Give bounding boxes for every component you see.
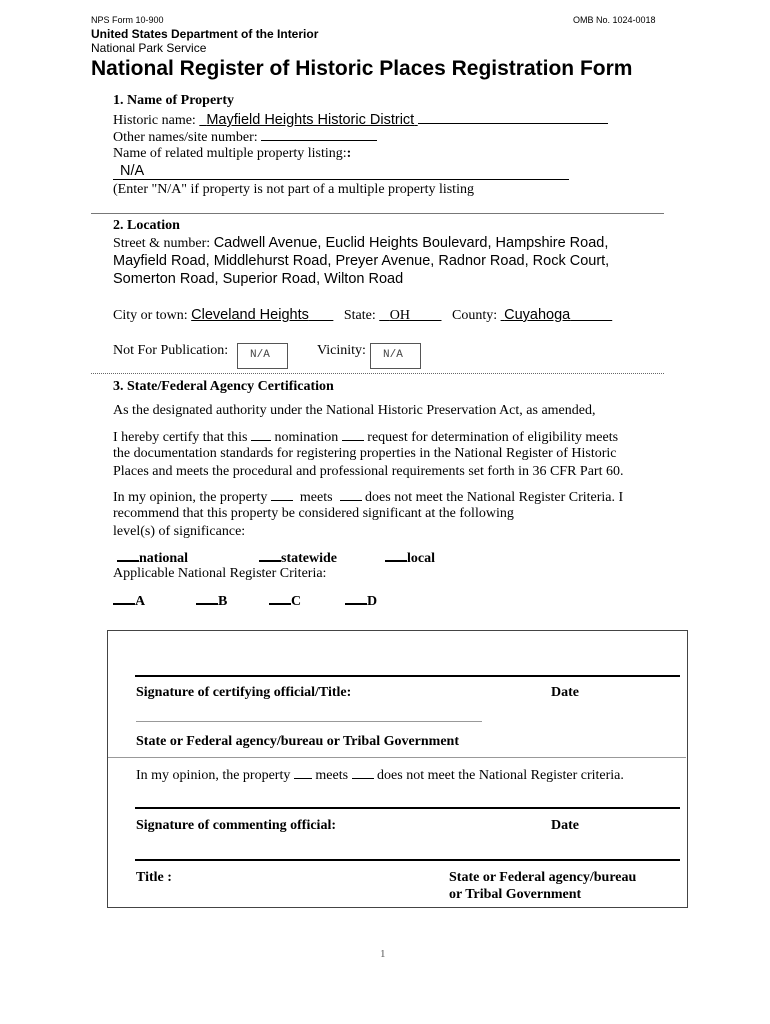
- level-national-label: national: [139, 551, 189, 566]
- street-label: Street & number:: [113, 236, 211, 251]
- certify-line3: Places and meets the procedural and professional requirements set forth in 36 CFR Part 60.: [113, 464, 624, 479]
- box-divider: [108, 757, 686, 758]
- section1-heading: 1. Name of Property: [113, 93, 235, 108]
- criteria-c[interactable]: [269, 591, 301, 610]
- comment-meets-checkbox[interactable]: [294, 766, 312, 779]
- opinion-line1: [113, 488, 623, 506]
- not-for-publication-field[interactable]: [237, 343, 288, 369]
- street-line2: Mayfield Road, Middlehurst Road, Preyer Avenue, Radnor Road, Rock Court,: [113, 253, 610, 269]
- agency-line[interactable]: [136, 721, 482, 722]
- divider: [91, 373, 664, 374]
- criteria-d-label: D: [367, 594, 378, 609]
- county-value: Cuyahoga: [504, 307, 571, 323]
- historic-name-row: [113, 111, 608, 129]
- certify-line2: the documentation standards for registering properties in the National Register of Historic: [113, 446, 617, 461]
- other-names-field[interactable]: [261, 128, 377, 141]
- section3-heading: 3. State/Federal Agency Certification: [113, 379, 334, 394]
- page-number: 1: [380, 948, 386, 960]
- comment-opinion-b: meets: [315, 768, 349, 783]
- opinion-text-b: meets: [299, 490, 333, 505]
- level-statewide[interactable]: [259, 548, 337, 567]
- department-name: United States Department of the Interior: [91, 27, 319, 41]
- street-line1: Cadwell Avenue, Euclid Heights Boulevard, Hampshire Road,: [213, 235, 609, 251]
- cert-signature-line[interactable]: [135, 675, 680, 677]
- criteria-d[interactable]: [345, 591, 377, 610]
- other-names-row: [113, 128, 377, 146]
- related-listing-note: (Enter "N/A" if property is not part of a multiple property listing: [113, 182, 474, 197]
- criteria-b-label: B: [218, 594, 228, 609]
- county-label: County:: [451, 308, 498, 323]
- nomination-checkbox[interactable]: [251, 428, 271, 441]
- title-label: Title :: [136, 870, 172, 885]
- comment-signature-line[interactable]: [135, 807, 680, 809]
- city-state-county-row: [113, 307, 612, 324]
- omb-number: OMB No. 1024-0018: [573, 15, 656, 25]
- city-label: City or town:: [113, 308, 188, 323]
- opinion-line2: recommend that this property be considered significant at the following: [113, 506, 514, 521]
- cert-signature-label: Signature of certifying official/Title:: [136, 685, 352, 700]
- comment-date-label: Date: [551, 818, 579, 833]
- related-listing-value: N/A: [120, 163, 145, 179]
- state-label: State:: [343, 308, 376, 323]
- street-row[interactable]: [113, 235, 608, 252]
- page-title: National Register of Historic Places Registration Form: [91, 57, 633, 80]
- certify-text-b: nomination: [274, 430, 339, 445]
- historic-name-value: Mayfield Heights Historic District: [206, 112, 415, 128]
- level-national[interactable]: [117, 548, 188, 567]
- state-field[interactable]: [379, 308, 441, 323]
- form-number: NPS Form 10-900: [91, 15, 164, 25]
- related-listing-label-text: Name of related multiple property listing:: [113, 146, 347, 161]
- criteria-a[interactable]: [113, 591, 145, 610]
- vicinity-value: N/A: [383, 349, 403, 361]
- certify-text-a: I hereby certify that this: [113, 430, 248, 445]
- agency2-line2: or Tribal Government: [449, 887, 582, 902]
- criteria-b[interactable]: [196, 591, 227, 610]
- agency-label: State or Federal agency/bureau or Tribal Government: [136, 734, 460, 749]
- level-local-label: local: [407, 551, 435, 566]
- city-value: Cleveland Heights: [191, 307, 309, 323]
- vicinity-label: Vicinity:: [317, 343, 366, 358]
- related-listing-label: Name of related multiple property listing::: [113, 146, 352, 161]
- related-listing-field[interactable]: [113, 162, 569, 180]
- certify-line1: [113, 428, 618, 446]
- commenting-opinion-line: [136, 766, 624, 784]
- opinion-text-a: In my opinion, the property: [113, 490, 268, 505]
- certify-text-c: request for determination of eligibility meets: [367, 430, 619, 445]
- divider: [91, 213, 664, 214]
- comment-opinion-a: In my opinion, the property: [136, 768, 291, 783]
- level-statewide-label: statewide: [281, 551, 337, 566]
- not-for-publication-label: Not For Publication:: [113, 343, 229, 358]
- comment-signature-label: Signature of commenting official:: [136, 818, 336, 833]
- cert-date-label: Date: [551, 685, 579, 700]
- meets-checkbox[interactable]: [271, 488, 293, 501]
- agency2-line1: State or Federal agency/bureau: [449, 870, 637, 885]
- opinion-line3: level(s) of significance:: [113, 524, 246, 539]
- historic-name-label: Historic name:: [113, 113, 196, 128]
- vicinity-field[interactable]: [370, 343, 421, 369]
- comment-does-not-meet-checkbox[interactable]: [352, 766, 374, 779]
- street-line3: Somerton Road, Superior Road, Wilton Road: [113, 271, 404, 287]
- request-checkbox[interactable]: [342, 428, 364, 441]
- city-field[interactable]: [191, 308, 333, 323]
- title-line[interactable]: [135, 859, 680, 861]
- level-local[interactable]: [385, 548, 435, 567]
- does-not-meet-checkbox[interactable]: [340, 488, 362, 501]
- opinion-text-c: does not meet the National Register Criteria. I: [365, 490, 624, 505]
- historic-name-field[interactable]: [199, 113, 607, 128]
- authority-text: As the designated authority under the National Historic Preservation Act, as amended,: [113, 403, 596, 418]
- criteria-c-label: C: [291, 594, 302, 609]
- not-for-publication-value: N/A: [250, 349, 270, 361]
- criteria-label: Applicable National Register Criteria:: [113, 566, 327, 581]
- comment-opinion-c: does not meet the National Register criteria.: [377, 768, 624, 783]
- section2-heading: 2. Location: [113, 218, 180, 233]
- criteria-a-label: A: [135, 594, 146, 609]
- county-field[interactable]: [501, 308, 613, 323]
- state-value: OH: [389, 308, 410, 323]
- service-name: National Park Service: [91, 41, 207, 55]
- other-names-label: Other names/site number:: [113, 130, 258, 145]
